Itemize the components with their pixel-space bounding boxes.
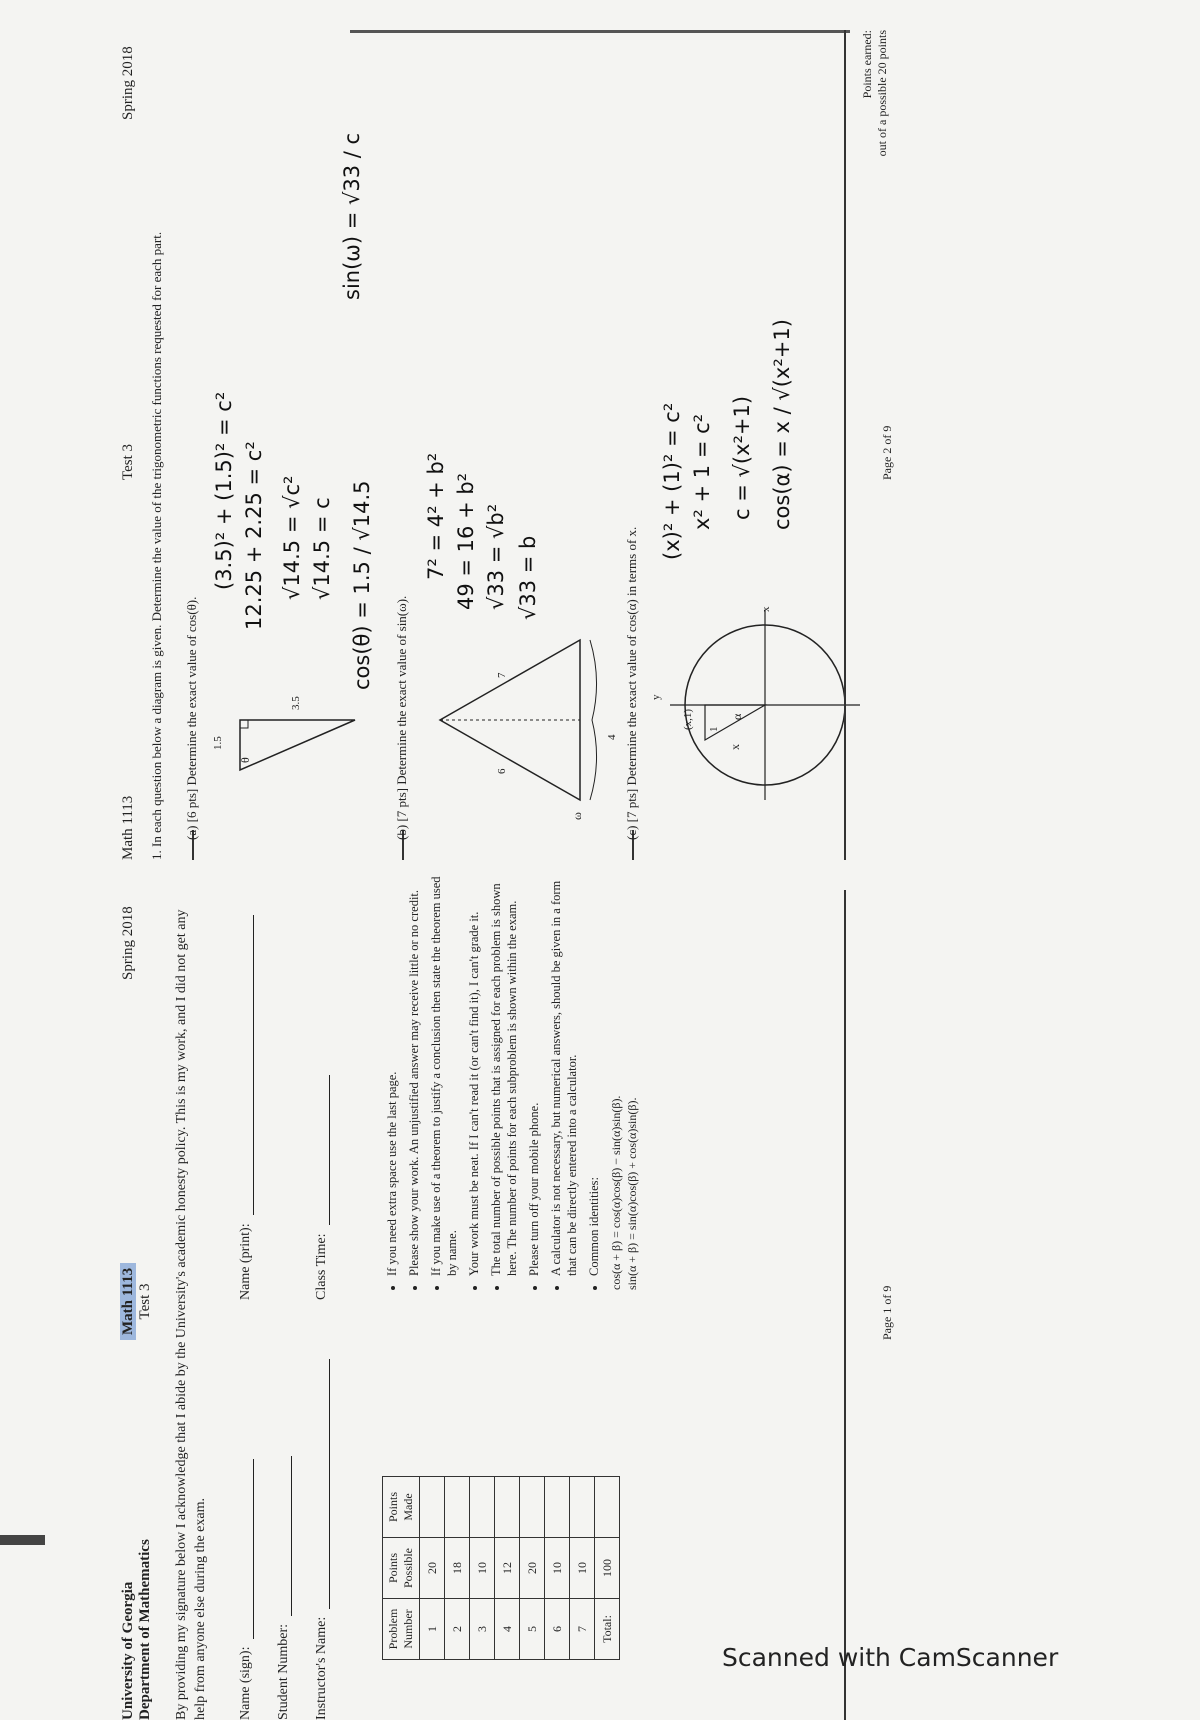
name-sign-field[interactable] [238, 1459, 254, 1720]
instructor-label: Instructor's Name: [314, 1616, 329, 1720]
table-cell: 3 [470, 1599, 495, 1660]
name-print-field[interactable] [238, 915, 254, 1300]
footer-rule [844, 890, 846, 1720]
triangle-side-label: 7 [496, 672, 508, 678]
table-cell: 10 [470, 1538, 495, 1599]
part-b-prompt: (b) [7 pts] Determine the exact value of sin(ω). [394, 595, 409, 840]
department: Department of Mathematics [137, 1539, 153, 1720]
x-axis-label: x [760, 606, 772, 612]
camscanner-watermark: Scanned with CamScanner [722, 1643, 1059, 1672]
side-label: x [728, 744, 742, 750]
class-time-line[interactable] [315, 1075, 330, 1225]
student-number-line[interactable] [277, 1456, 292, 1616]
instructor-line[interactable] [315, 1359, 330, 1609]
test-label: Test 3 [137, 1283, 153, 1320]
instructor-field[interactable] [314, 1359, 330, 1720]
page-footer: Page 2 of 9 [880, 425, 894, 480]
part-a-prompt: (a) [6 pts] Determine the exact value of cos(θ). [184, 596, 199, 840]
angle-label: ω [570, 812, 584, 820]
unit-circle-diagram [660, 600, 870, 810]
table-row [470, 1477, 495, 1660]
instruction-item: • Common identities: [586, 870, 602, 1276]
question-1-prompt: 1. In each question below a diagram is given. Determine the value of the trigonometric functions requested for each part. [149, 231, 164, 860]
handwritten-work: 7² = 4² + b² [424, 452, 448, 580]
y-axis-label: y [650, 694, 662, 700]
triangle-side-label: 3.5 [290, 696, 302, 710]
table-cell: 12 [495, 1538, 520, 1599]
table-cell: 10 [570, 1538, 595, 1599]
footer-rule [844, 30, 846, 860]
identity-cos: cos(α + β) = cos(α)cos(β) − sin(α)sin(β). [609, 1095, 623, 1290]
instruction-item: • If you need extra space use the last page. [384, 870, 400, 1276]
table-cell: 6 [545, 1599, 570, 1660]
scan-edge-left [0, 1535, 45, 1545]
page-1 [120, 876, 1020, 1720]
table-row [520, 1477, 545, 1660]
table-cell: 20 [520, 1538, 545, 1599]
class-time-label: Class Time: [314, 1233, 329, 1300]
point-label: (x,1) [682, 708, 694, 730]
handwritten-work: (x)² + (1)² = c² [660, 402, 684, 560]
handwritten-work: cos(θ) = 1.5 / √14.5 [350, 480, 374, 690]
identity-sin: sin(α + β) = sin(α)cos(β) + cos(α)sin(β). [625, 1097, 639, 1290]
name-print-label: Name (print): [238, 1223, 253, 1300]
table-cell: 2 [445, 1599, 470, 1660]
course-badge: Math 1113 [120, 1263, 136, 1340]
table-row [545, 1477, 570, 1660]
page-2 [120, 20, 1020, 860]
handwritten-work: x² + 1 = c² [690, 413, 714, 530]
instruction-item: • Please turn off your mobile phone. [526, 870, 542, 1276]
table-cell: 7 [570, 1599, 595, 1660]
student-number-field[interactable] [276, 1456, 292, 1720]
points-earned-label: Points earned: [860, 30, 874, 99]
table-cell: 18 [445, 1538, 470, 1599]
instruction-item: • A calculator is not necessary, but numerical answers, should be given in a form that can be directly entered into a calculator. [548, 870, 580, 1276]
instruction-item: • If you make use of a theorem to justify a conclusion then state the theorem used by name. [428, 870, 460, 1276]
class-time-field[interactable] [314, 1075, 330, 1300]
instruction-item: • Your work must be neat. If I can't read it (or can't find it), I can't grade it. [466, 870, 482, 1276]
angle-label: θ [238, 757, 252, 763]
name-print-line[interactable] [239, 915, 254, 1215]
table-cell: 20 [420, 1538, 445, 1599]
table-cell [470, 1477, 495, 1538]
table-row [595, 1477, 620, 1660]
handwritten-work: (3.5)² + (1.5)² = c² [212, 391, 236, 590]
side-label: 1 [708, 726, 720, 732]
exam-sheet [120, 20, 1040, 1720]
name-sign-line[interactable] [239, 1459, 254, 1639]
table-cell [570, 1477, 595, 1538]
triangle-base-label: 4 [606, 734, 618, 740]
university: University of Georgia [120, 1581, 136, 1720]
instruction-item: • The total number of possible points that is assigned for each problem is shown here. The number of points for each subproblem is shown within the exam. [488, 870, 520, 1276]
table-header: Problem Number [383, 1599, 420, 1660]
handwritten-work: 12.25 + 2.25 = c² [242, 441, 266, 630]
table-cell [520, 1477, 545, 1538]
part-c-prompt: (c) [7 pts] Determine the exact value of cos(α) in terms of x. [624, 526, 639, 840]
points-table [382, 1476, 620, 1660]
table-row [495, 1477, 520, 1660]
handwritten-work: c = √(x²+1) [730, 395, 754, 520]
course-label: Math 1113 [120, 795, 136, 860]
right-triangle-diagram [220, 670, 370, 790]
table-cell [595, 1477, 620, 1538]
student-number-label: Student Number: [276, 1623, 291, 1720]
handwritten-work: cos(α) = x / √(x²+1) [770, 319, 794, 530]
header-left [120, 1539, 154, 1720]
table-cell [445, 1477, 470, 1538]
table-cell: 100 [595, 1538, 620, 1599]
triangle-side-label: 6 [496, 768, 508, 774]
term-label: Spring 2018 [120, 46, 136, 120]
table-cell [420, 1477, 445, 1538]
table-cell: 10 [545, 1538, 570, 1599]
instruction-item: • Please show your work. An unjustified answer may receive little or no credit. [406, 870, 422, 1276]
angle-label: α [730, 713, 744, 720]
page-footer: Page 1 of 9 [880, 1285, 894, 1340]
test-label: Test 3 [120, 443, 136, 480]
triangle-side-label: 1.5 [212, 736, 224, 750]
table-header-row [383, 1477, 420, 1660]
table-row [420, 1477, 445, 1660]
table-cell: Total: [595, 1599, 620, 1660]
handwritten-work: √33 = b [516, 535, 540, 620]
name-sign-label: Name (sign): [238, 1646, 253, 1720]
table-row [570, 1477, 595, 1660]
header-center [120, 1263, 154, 1340]
table-header: Points Made [383, 1477, 420, 1538]
table-cell [545, 1477, 570, 1538]
points-possible-label: out of a possible 20 points [875, 30, 889, 157]
honesty-statement: By providing my signature below I acknowledge that I abide by the University's academic honesty policy. This is my work, and I did not get any help from anyone else during the exam. [174, 909, 208, 1720]
handwritten-work: √33 = √b² [484, 503, 508, 610]
table-header: Points Possible [383, 1538, 420, 1599]
handwritten-work: √14.5 = √c² [280, 475, 304, 600]
instructions [384, 870, 640, 1290]
handwritten-work: √14.5 = c [310, 497, 334, 600]
handwritten-work: sin(ω) = √33 / c [340, 132, 364, 300]
table-cell: 4 [495, 1599, 520, 1660]
table-cell: 5 [520, 1599, 545, 1660]
table-cell: 1 [420, 1599, 445, 1660]
handwritten-work: 49 = 16 + b² [454, 472, 478, 610]
table-cell [495, 1477, 520, 1538]
term-label: Spring 2018 [120, 906, 136, 980]
points-earned-box [860, 30, 890, 210]
isosceles-triangle-diagram [420, 620, 600, 820]
table-row [445, 1477, 470, 1660]
